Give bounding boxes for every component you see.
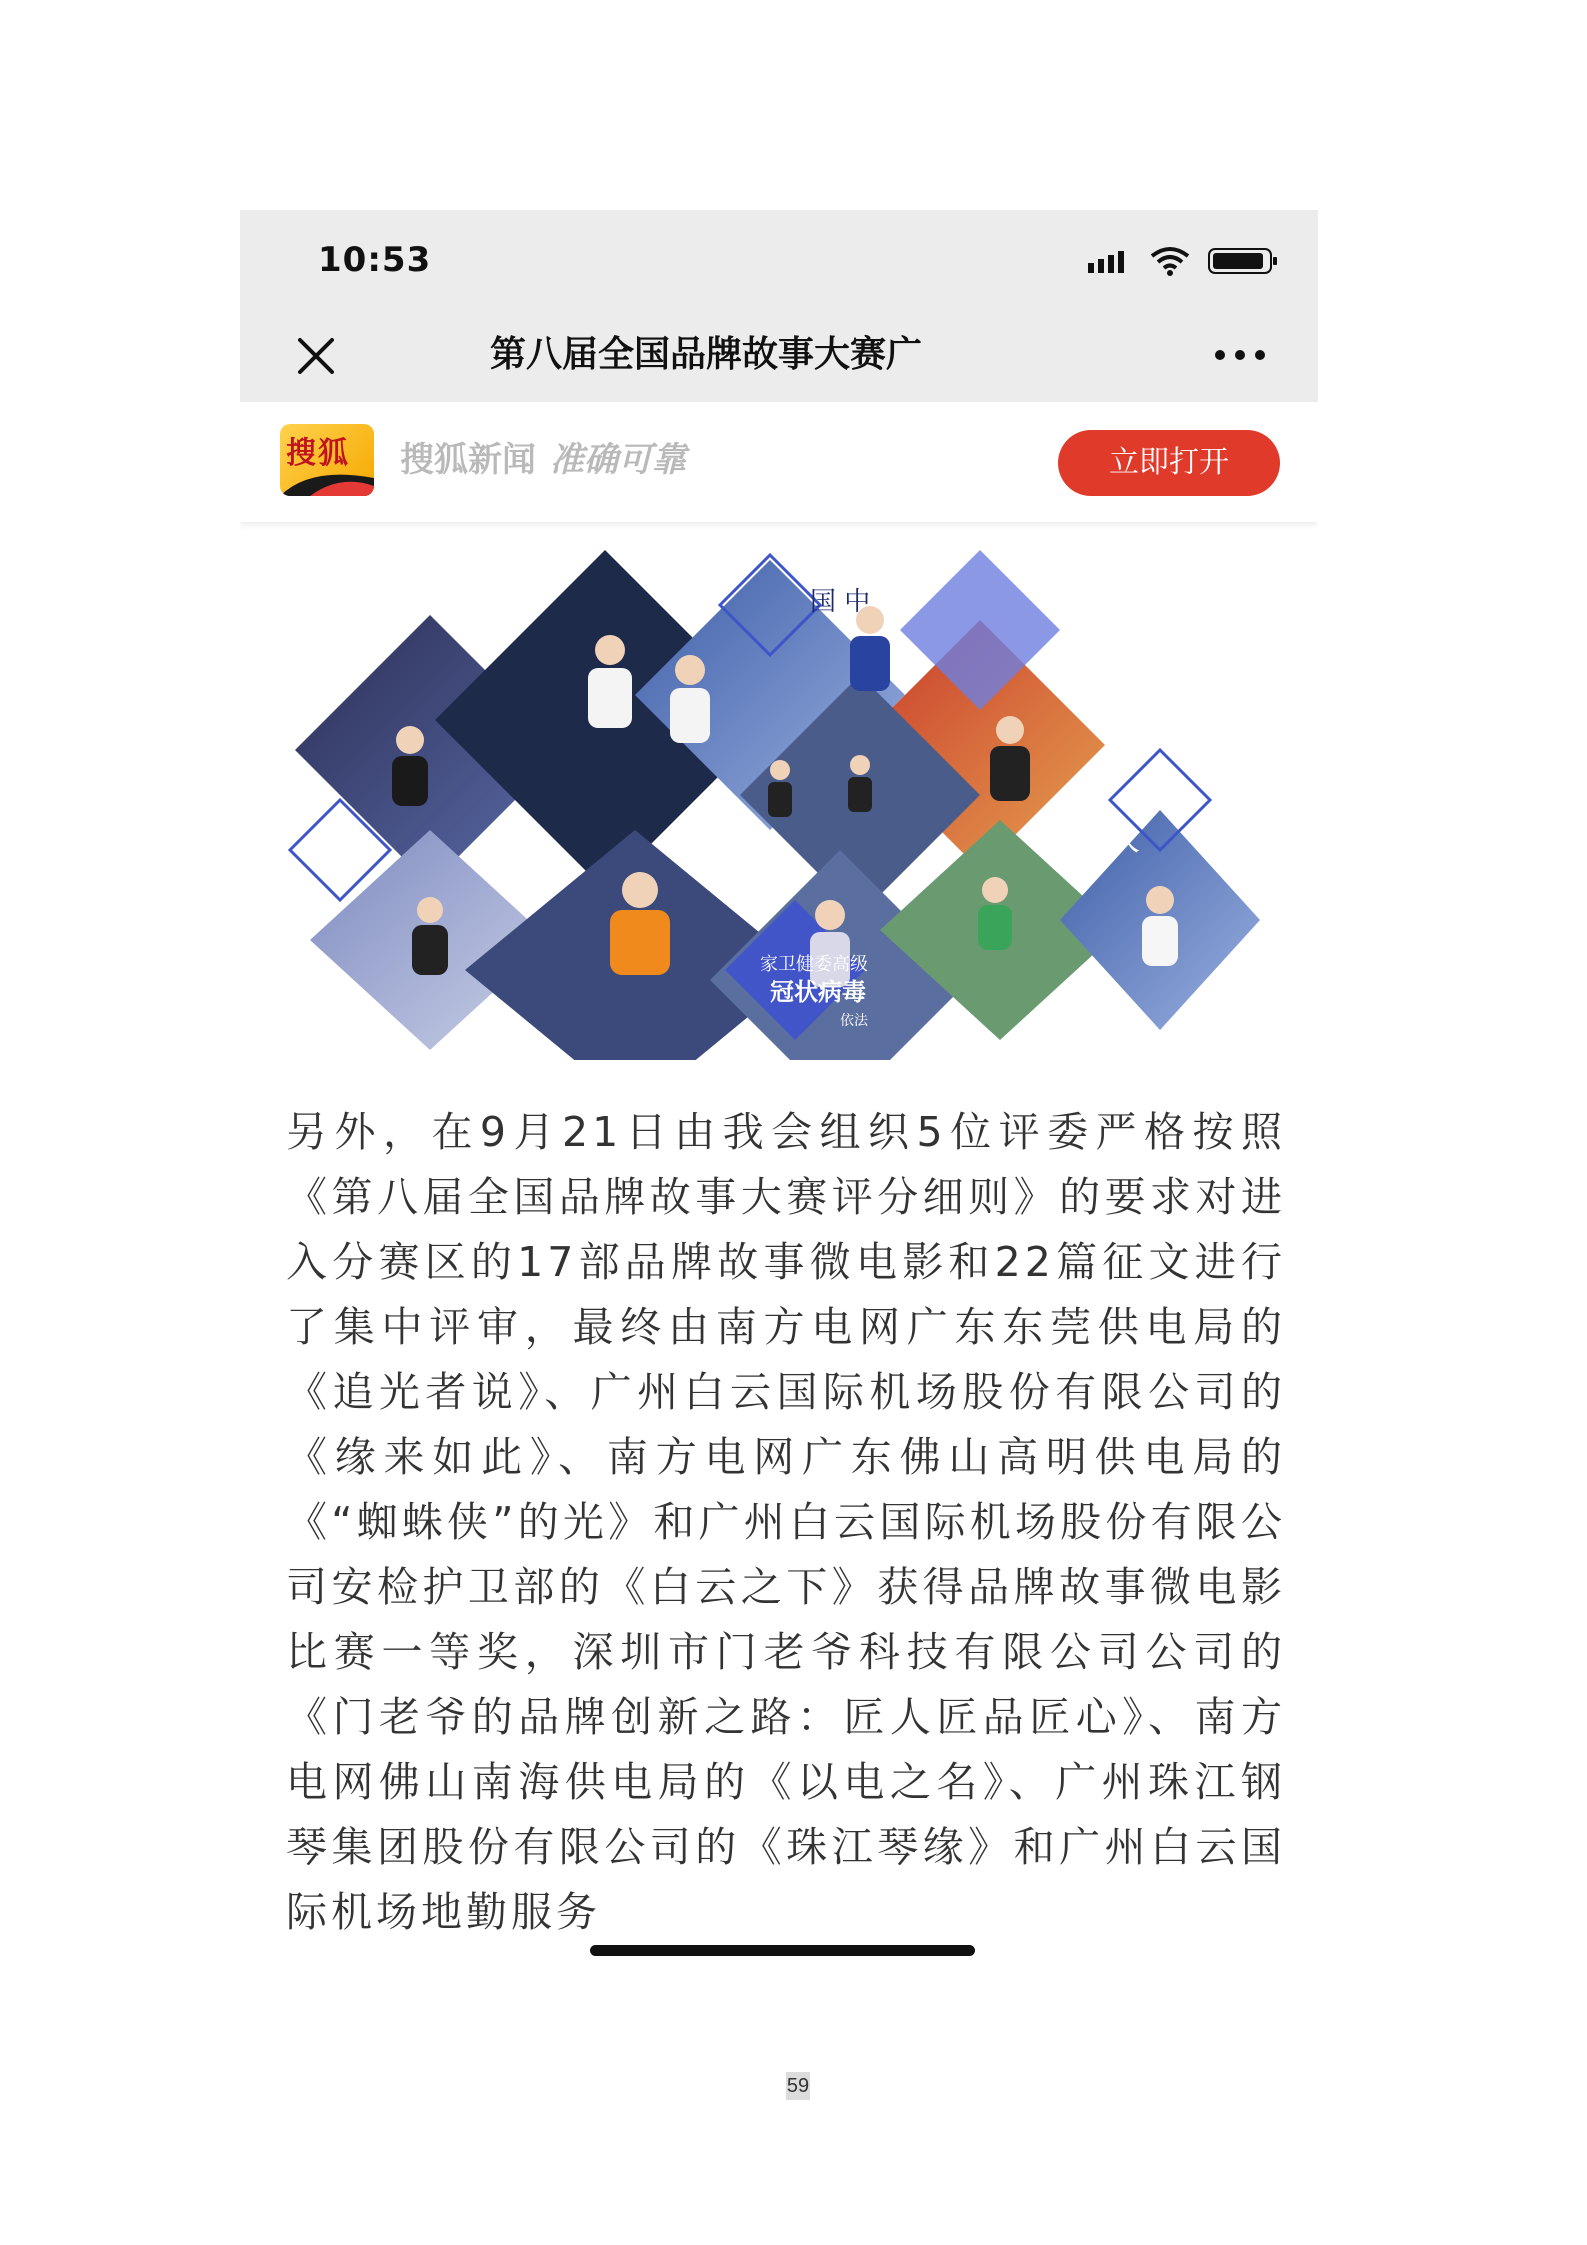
nav-bar xyxy=(240,310,1318,402)
phone-screenshot xyxy=(240,210,1318,1965)
collage-caption: 依法 xyxy=(840,1013,868,1029)
logo-swoosh xyxy=(280,466,374,496)
slogan-name: 搜狐新闻 xyxy=(400,440,536,480)
collage-caption: 国 中 xyxy=(810,587,871,617)
collage-caption: 言人 xyxy=(1080,823,1140,858)
battery-icon xyxy=(1208,246,1278,276)
logo-text: 搜狐 xyxy=(286,436,350,471)
more-dots-icon[interactable] xyxy=(1212,340,1268,370)
status-bar xyxy=(240,210,1318,310)
sohu-logo xyxy=(280,424,374,496)
open-app-button[interactable]: 立即打开 xyxy=(1058,430,1280,496)
collage-caption: 冠状病毒 xyxy=(770,978,866,1006)
collage-caption: 家卫健委高级 xyxy=(760,954,868,975)
home-indicator[interactable] xyxy=(590,1945,975,1956)
app-download-banner xyxy=(240,402,1318,522)
article-body xyxy=(286,1100,1286,1962)
article-paragraph: 另外，在9月21日由我会组织5位评委严格按照《第八届全国品牌故事大赛评分细则》的要求对进入分赛区的17部品牌故事微电影和22篇征文进行了集中评审，最终由南方电网广东东莞供电局的《追光者说》、广州白云国际机场股份有限公司的《缘来如此》、南方电网广东佛山高明供电局的《“蜘蛛侠”的光》和广州白云国际机场股份有限公司安检护卫部的《白云之下》获得品牌故事微电影比赛一等奖，深圳市门老爷科技有限公司公司的《门老爷的品牌创新之路：匠人匠品匠心》、南方电网佛山南海供电局的《以电之名》、广州珠江钢琴集团股份有限公司的《珠江琴缘》和广州白云国际机场地勤服务 xyxy=(286,1108,1286,1936)
status-time: 10:53 xyxy=(318,240,432,280)
slogan-tagline: 准确可靠 xyxy=(550,440,686,480)
page-number: 59 xyxy=(786,2072,810,2100)
brand-slogan xyxy=(400,430,686,490)
wifi-icon xyxy=(1150,246,1190,276)
hero-collage-image xyxy=(280,530,1280,1060)
close-icon[interactable] xyxy=(292,332,340,380)
signal-icon xyxy=(1088,249,1132,273)
status-icons xyxy=(1088,246,1278,276)
page-title: 第八届全国品牌故事大赛广 xyxy=(490,334,923,375)
